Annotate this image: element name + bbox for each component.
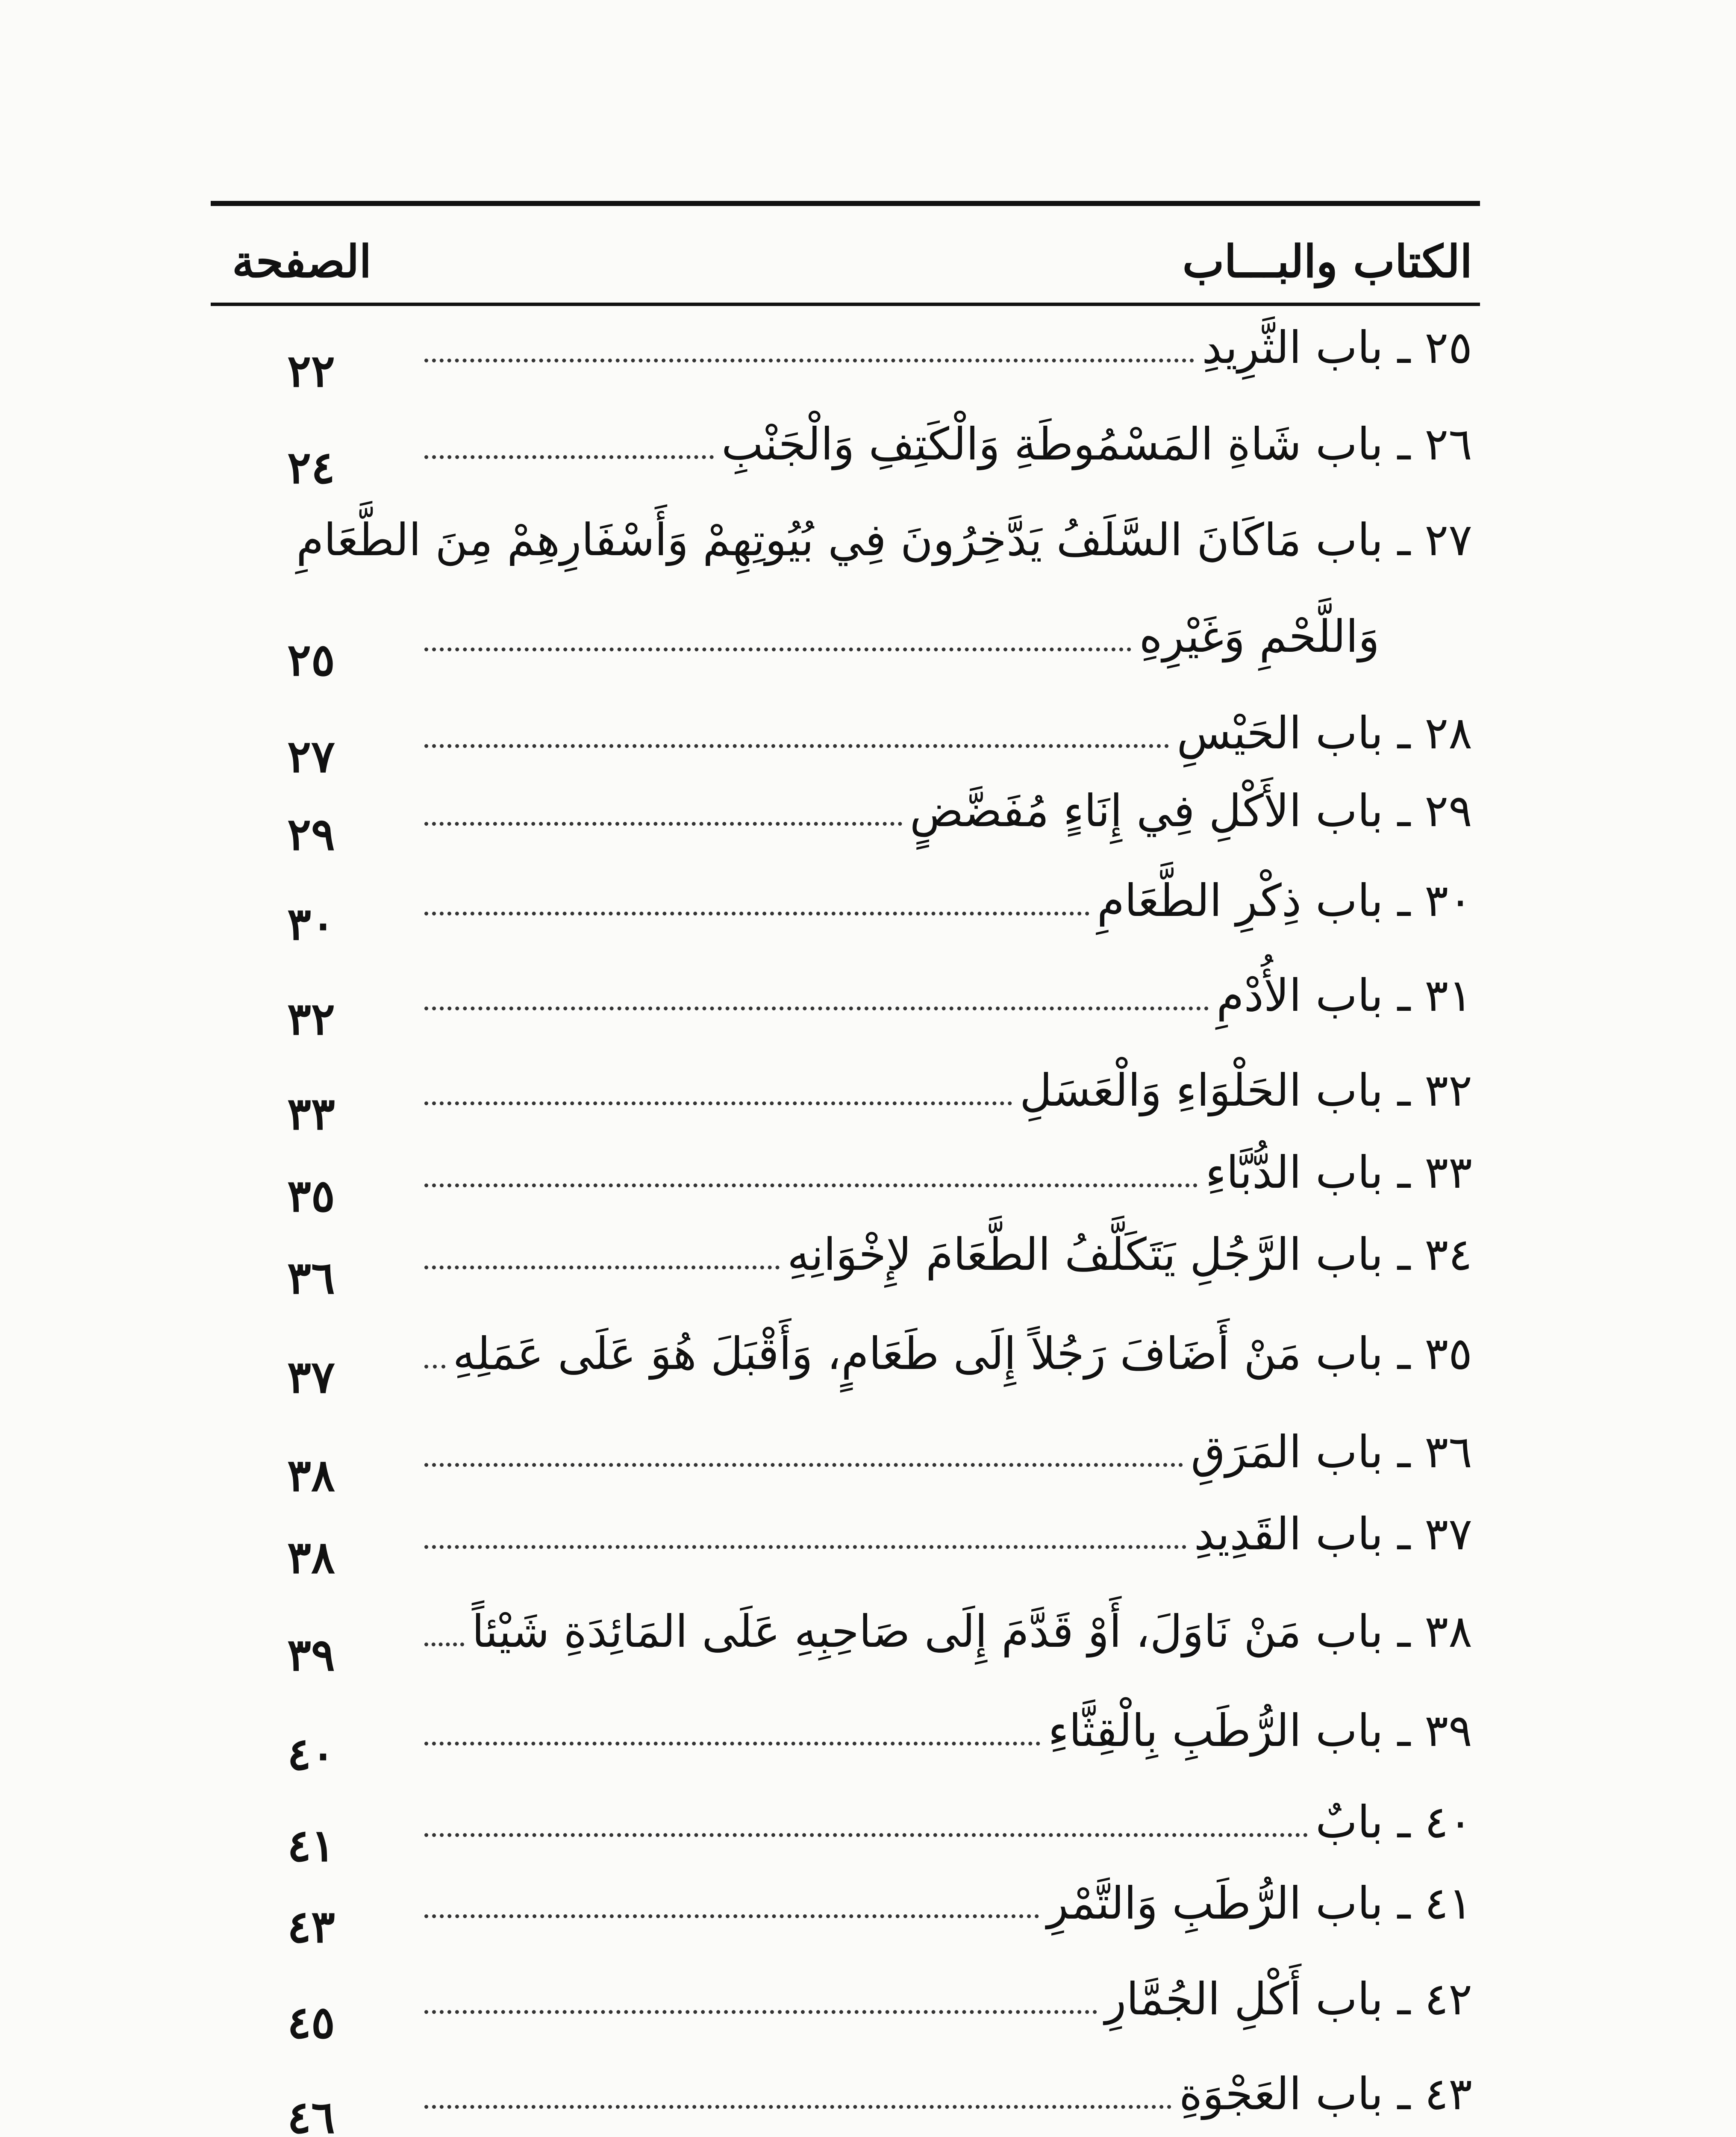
entry-page-number: ٢٥ <box>287 633 335 686</box>
entry-page-number: ٣٨ <box>287 1531 335 1584</box>
entry-page-number: ٣٨ <box>287 1449 335 1501</box>
entry-page-number: ٢٧ <box>287 730 335 783</box>
entry-title: ٢٩ ـ باب الأَكْلِ فِي إِنَاءٍ مُفَضَّضٍ <box>909 785 1472 837</box>
leader-dots <box>424 359 1194 362</box>
leader-dots <box>424 1463 1183 1467</box>
entry-page-number: ٣٢ <box>287 992 335 1045</box>
leader-dots <box>424 1914 1039 1918</box>
entry-page-number: ٤١ <box>287 1819 335 1872</box>
leader-dots <box>424 1007 1209 1010</box>
entry-title: ٢٧ ـ باب مَاكَانَ السَّلَفُ يَدَّخِرُونَ فِي بُيُوتِهِمْ وَأَسْفَارِهِمْ مِنَ الطَّعَامِ <box>296 514 1472 566</box>
entry-page-number: ٤٥ <box>287 1996 335 2049</box>
entry-page-number: ٢٩ <box>287 808 335 860</box>
leader-dots <box>424 2010 1097 2014</box>
leader-dots <box>424 1101 1012 1105</box>
entry-title: ٣٥ ـ باب مَنْ أَضَافَ رَجُلاً إِلَى طَعَامٍ، وَأَقْبَلَ هُوَ عَلَى عَمَلِهِ <box>453 1328 1472 1380</box>
top-rule <box>211 201 1480 206</box>
entry-title: ٤٠ ـ بابٌ <box>1315 1796 1472 1848</box>
entry-title: ٢٥ ـ باب الثَّرِيدِ <box>1202 321 1472 374</box>
entry-title: ٤٢ ـ باب أَكْلِ الجُمَّارِ <box>1105 1973 1472 2025</box>
leader-dots <box>424 1266 780 1269</box>
entry-title: ٤٣ ـ باب العَجْوَةِ <box>1179 2068 1472 2120</box>
entry-title: ٣٠ ـ باب ذِكْرِ الطَّعَامِ <box>1097 874 1472 927</box>
entry-title: ٣٤ ـ باب الرَّجُلِ يَتَكَلَّفُ الطَّعَامَ لإِخْوَانِهِ <box>787 1228 1472 1280</box>
entry-page-number: ٣٥ <box>287 1169 335 1222</box>
entry-title-continuation: وَاللَّحْمِ وَغَيْرِهِ <box>1139 610 1380 662</box>
entry-title: ٢٨ ـ باب الحَيْسِ <box>1177 707 1472 759</box>
entry-title: ٣٦ ـ باب المَرَقِ <box>1191 1426 1472 1478</box>
header-title: الكتاب والبـــاب <box>1182 235 1472 288</box>
entry-title: ٣٩ ـ باب الرُّطَبِ بِالْقِثَّاءِ <box>1048 1704 1472 1757</box>
header-rule <box>211 303 1480 306</box>
entry-page-number: ٢٢ <box>287 344 335 397</box>
leader-dots <box>424 744 1169 748</box>
index-entries <box>211 306 1480 2137</box>
entry-title: ٣٢ ـ باب الحَلْوَاءِ وَالْعَسَلِ <box>1019 1064 1472 1116</box>
leader-dots <box>424 1642 464 1646</box>
entry-page-number: ٣٧ <box>287 1351 335 1403</box>
leader-dots <box>424 1365 445 1369</box>
leader-dots <box>424 455 714 459</box>
entry-page-number: ٣٩ <box>287 1628 335 1681</box>
leader-dots <box>424 912 1089 915</box>
leader-dots <box>424 648 1131 651</box>
entry-page-number: ٣٦ <box>287 1251 335 1304</box>
entry-title: ٢٦ ـ باب شَاةِ المَسْمُوطَةِ وَالْكَتِفِ وَالْجَنْبِ <box>721 418 1472 470</box>
leader-dots <box>424 1183 1198 1187</box>
entry-page-number: ٣٣ <box>287 1087 335 1140</box>
leader-dots <box>424 1742 1040 1746</box>
entry-title: ٣٨ ـ باب مَنْ نَاوَلَ، أَوْ قَدَّمَ إِلَى صَاحِبِهِ عَلَى المَائِدَةِ شَيْئاً <box>472 1605 1472 1657</box>
header-page-label: الصفحة <box>232 235 372 288</box>
leader-dots <box>424 822 902 826</box>
entry-title: ٣٧ ـ باب القَدِيدِ <box>1194 1508 1472 1560</box>
entry-page-number: ٤٠ <box>287 1728 335 1780</box>
entry-title: ٤١ ـ باب الرُّطَبِ وَالتَّمْرِ <box>1047 1877 1472 1929</box>
table-header <box>211 222 1480 295</box>
entry-page-number: ٤٣ <box>287 1900 335 1953</box>
entry-title: ٣١ ـ باب الأُدْمِ <box>1216 969 1472 1021</box>
leader-dots <box>424 1833 1308 1837</box>
leader-dots <box>424 2105 1171 2109</box>
entry-page-number: ٤٦ <box>287 2091 335 2137</box>
entry-page-number: ٣٠ <box>287 898 335 950</box>
leader-dots <box>424 1545 1186 1549</box>
entry-page-number: ٢٤ <box>287 441 335 494</box>
entry-title: ٣٣ ـ باب الدُّبَّاءِ <box>1205 1146 1472 1198</box>
